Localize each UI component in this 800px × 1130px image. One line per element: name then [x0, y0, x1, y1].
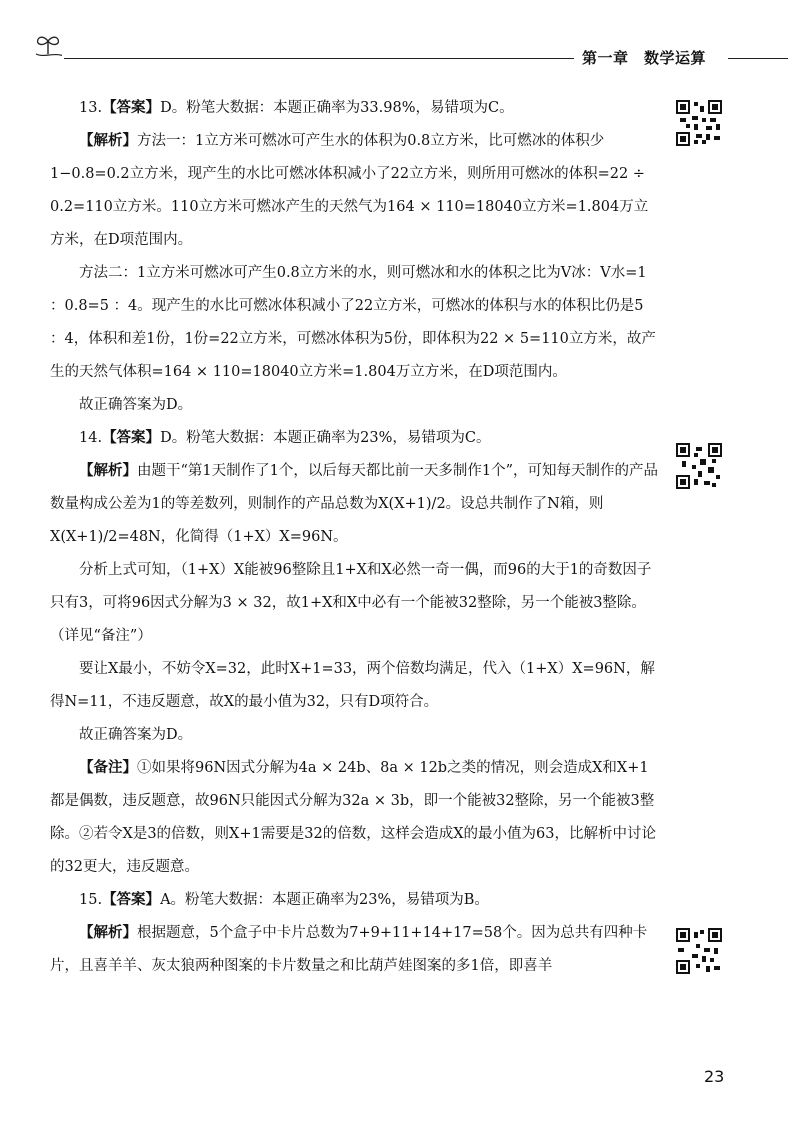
chapter-title: 第一章 数学运算 — [582, 49, 707, 67]
answer-15: 15.【答案】A。粉笔大数据：本题正确率为23%，易错项为B。 — [79, 892, 489, 908]
qr-code-q14[interactable] — [676, 443, 722, 489]
header-rule-right — [728, 58, 788, 59]
note-14: 【备注】①如果将96N因式分解为4a × 24b、8a × 12b之类的情况，则会造成X和X+1都是偶数，违反题意，故96N只能因式分解为32a × 3b，即一个能被32整除，另一个能被3整除。②若令X是3的倍数，则X+1需要是32的倍数，这样会造成X的最小值为63，比解析中讨论的32更大，违反题意。 — [50, 760, 656, 875]
sprout-icon — [34, 32, 62, 56]
conclusion-14: 故正确答案为D。 — [79, 727, 193, 743]
analysis-15: 【解析】根据题意，5个盒子中卡片总数为7+9+11+14+17=58个。因为总共有四种卡片，且喜羊羊、灰太狼两种图案的卡片数量之和比葫芦娃图案的多1倍，即喜羊 — [50, 925, 648, 974]
page-content — [50, 92, 660, 983]
answer-13: 13.【答案】D。粉笔大数据：本题正确率为33.98%，易错项为C。 — [79, 100, 514, 116]
qr-code-icon — [676, 928, 722, 974]
qr-code-icon — [676, 443, 722, 489]
conclusion-13: 故正确答案为D。 — [79, 397, 193, 413]
analysis-13-method2: 方法二：1立方米可燃冰可产生0.8立方米的水，则可燃冰和水的体积之比为V冰：V水=1 ：0.8=5 ：4。现产生的水比可燃冰体积减小了22立方米，可燃冰的体积与水的体积比仍是5 ：4，体积和差1份，1份=22立方米，可燃冰体积为5份，即体积为22 × 5=110立方米，故产生的天然气体积=164 × 110=18040立方米=1.804万立方米，在D项范围内。 — [50, 265, 656, 380]
analysis-14-factor: 分析上式可知，（1+X）X能被96整除且1+X和X必然一奇一偶，而96的大于1的奇数因子只有3，可将96因式分解为3 × 32，故1+X和X中必有一个能被32整除，另一个能被3整除。（详见“备注”） — [50, 562, 652, 644]
analysis-14: 【解析】由题干“第1天制作了1个，以后每天都比前一天多制作1个”，可知每天制作的产品数量构成公差为1的等差数列，则制作的产品总数为X(X+1)/2。设总共制作了N箱，则X(X+1)/2=48N，化简得（1+X）X=96N。 — [50, 463, 658, 545]
qr-code-q13[interactable] — [676, 100, 722, 146]
qr-code-icon — [676, 100, 722, 146]
answer-14: 14.【答案】D。粉笔大数据：本题正确率为23%，易错项为C。 — [79, 430, 491, 446]
page-number: 23 — [704, 1067, 725, 1086]
analysis-14-min: 要让X最小，不妨令X=32，此时X+1=33，两个倍数均满足，代入（1+X）X=96N，解得N=11，不违反题意，故X的最小值为32，只有D项符合。 — [50, 661, 655, 710]
analysis-13-method1: 【解析】方法一：1立方米可燃冰可产生水的体积为0.8立方米，比可燃冰的体积少1−0.8=0.2立方米，现产生的水比可燃冰体积减小了22立方米，则所用可燃冰的体积=22 ÷ 0.2=110立方米。110立方米可燃冰产生的天然气为164 × 110=18040立方米=1.804万立方米，在D项范围内。 — [50, 133, 649, 248]
page-header — [0, 0, 800, 80]
header-rule-left — [64, 58, 574, 59]
qr-code-q15[interactable] — [676, 928, 722, 974]
